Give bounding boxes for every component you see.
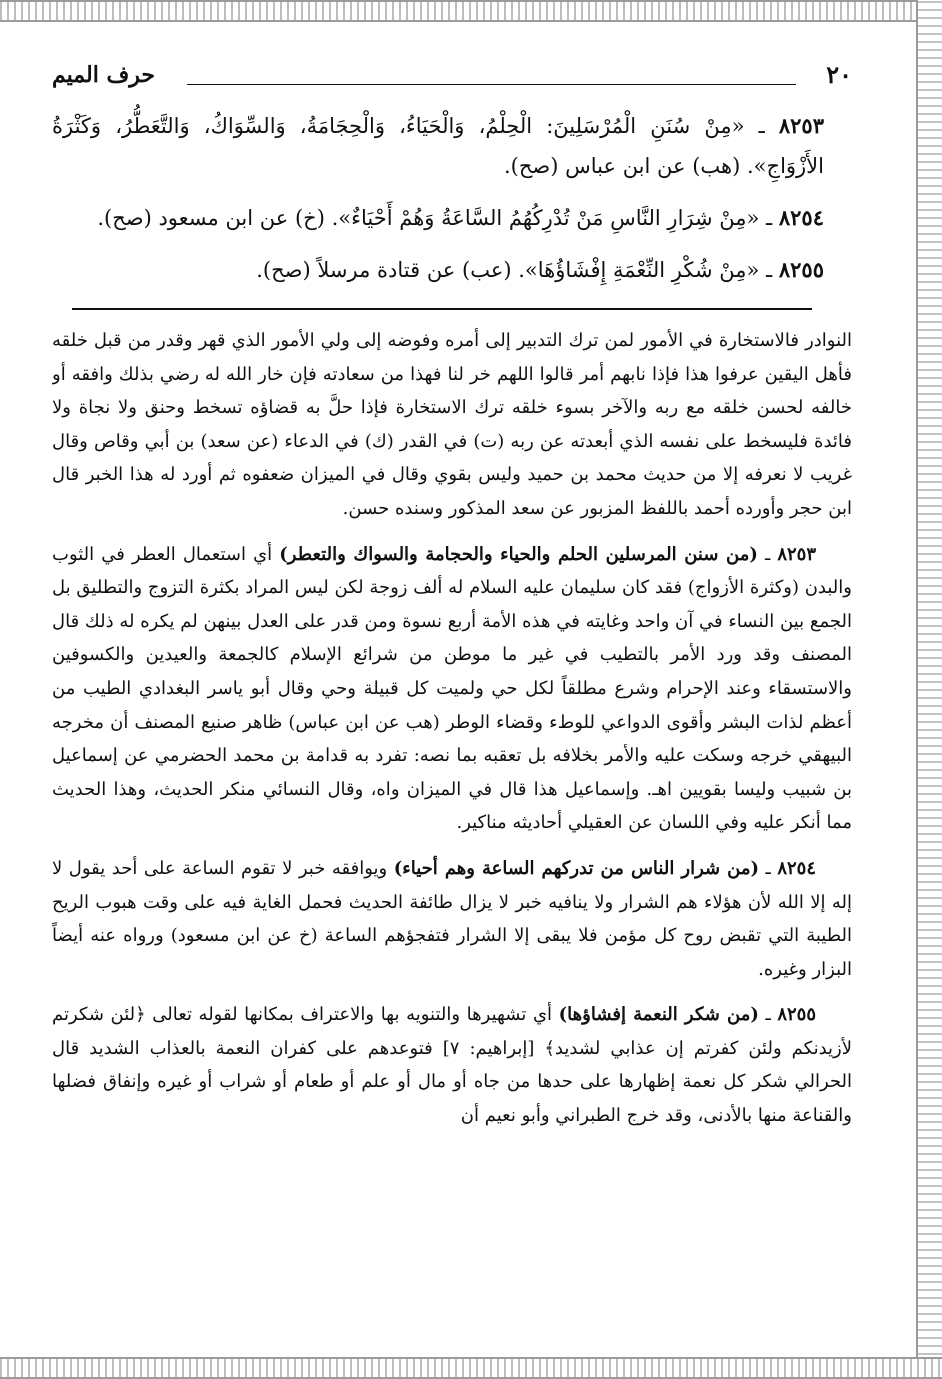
commentary-quoted: (من سنن المرسلين الحلم والحياء والحجامة والسواك والتعطر) — [279, 543, 758, 565]
hadith-number: ٨٢٥٥ — [778, 257, 824, 282]
hadith-text: «مِنْ شِرَارِ النَّاسِ مَنْ تُدْرِكُهُمُ السَّاعَةُ وَهُمْ أَحْيَاءٌ». (خ) عن ابن مسعود (صح). — [97, 206, 760, 230]
commentary-divider — [72, 308, 812, 310]
commentary-section — [52, 324, 852, 1133]
header-rule — [187, 84, 796, 85]
commentary-text: أي تشهيرها والتنويه بها والاعتراف بمكانها لقوله تعالى ﴿لئن شكرتم لأزيدنكم ولئن كفرتم إن عذابي لشديد﴾ [إبراهيم: ٧] فتوعدهم على كفران النعمة بالعذاب الشديد قال الحرالي شكر كل نعمة إظهارها على حدها من جاه أو مال أو علم أو طعام أو شراب أو غيره وإنفاق فضلها والقناعة منها بالأدنى، وقد خرج الطبراني وأبو نعيم أن — [52, 1004, 852, 1127]
book-page — [52, 40, 852, 1350]
hadith-list — [52, 106, 852, 290]
commentary-text: أي استعمال العطر في الثوب والبدن (وكثرة الأزواج) فقد كان سليمان عليه السلام له ألف زوجة لكن ليس المراد بكثرة التزوج والتطليق بل الجمع بين النساء في آن واحد وغايته في هذه الأمة أربع نسوة ومن قدر على العدل بينهن لم يكره له ذلك قال المصنف وقد ورد الأمر بالتطيب في غير ما موطن من شرائع الإسلام كالجمعة والعيدين والكسوفين والاستسقاء وعند الإحرام وشرع مطلقاً لكل حي ولميت كل قبيلة وحي وقال أبو ياسر البغدادي الطيب من أعظم لذات البشر وأقوى الدواعي للوطء وقضاء الوطر (هب عن ابن عباس) ظاهر صنيع المصنف أن مخرجه البيهقي خرجه وسكت عليه والأمر بخلافه بل تعقبه بما نصه: تفرد به قدامة بن محمد الحضرمي عن إسماعيل بن شبيب وليسا بقويين اهـ. وإسماعيل هذا قال في الميزان واه، وقال النسائي منكر الحديث، وهذا الحديث مما أنكر عليه وفي اللسان عن العقيلي أحاديثه مناكير. — [52, 543, 852, 834]
commentary-quoted: (من شرار الناس من تدركهم الساعة وهم أحياء) — [393, 857, 760, 879]
page-border-right — [916, 0, 942, 1379]
commentary-paragraph: ٨٢٥٥ ـ (من شكر النعمة إفشاؤها) أي تشهيرها والتنويه بها والاعتراف بمكانها لقوله تعالى ﴿لئن شكرتم لأزيدنكم ولئن كفرتم إن عذابي لشديد﴾ [إبراهيم: ٧] فتوعدهم على كفران النعمة بالعذاب الشديد قال الحرالي شكر كل نعمة إظهارها على حدها من جاه أو مال أو علم أو طعام أو شراب أو غيره وإنفاق فضلها والقناعة منها بالأدنى، وقد خرج الطبراني وأبو نعيم أن — [52, 1004, 852, 1127]
page-header — [52, 40, 852, 89]
commentary-text: النوادر فالاستخارة في الأمور لمن ترك التدبير إلى أمره وفوضه إلى ولي الأمور الذي قهر وقدر من قبل خلقه فأهل اليقين عرفوا هذا فإذا نابهم أمر قالوا اللهم خر لنا فهذا من سعادته فإن خار الله له رضي بذلك وافقه أو خالفه لحسن خلقه مع ربه والآخر بسوء خلقه ترك الاستخارة فإذا حلَّ به قضاؤه تسخط وحنق ولا نجاة ولا فائدة فليسخط على نفسه الذي أبعدته عن ربه (ت) في القدر (ك) في الدعاء (عن سعد) بن أبي وقاص وقال غريب لا نعرفه إلا من حديث محمد بن حميد وليس بقوي وقال في الميزان ضعفوه ثم أورد له هذا الخبر قال ابن حجر وأورده أحمد باللفظ المزبور عن سعد المذكور وسنده حسن. — [52, 330, 852, 519]
commentary-number: ٨٢٥٣ — [777, 543, 817, 565]
hadith-number: ٨٢٥٤ — [778, 205, 824, 230]
chapter-title: حرف الميم — [52, 62, 156, 88]
commentary-paragraph: ٨٢٥٣ ـ (من سنن المرسلين الحلم والحياء والحجامة والسواك والتعطر) أي استعمال العطر في الثوب والبدن (وكثرة الأزواج) فقد كان سليمان عليه السلام له ألف زوجة لكن ليس المراد بكثرة التزوج والتطليق بل الجمع بين النساء في آن واحد وغايته في هذه الأمة أربع نسوة ومن قدر على العدل بينهن لم يكره له ذلك قال المصنف وقد ورد الأمر بالتطيب في غير ما موطن من شرائع الإسلام كالجمعة والعيدين والكسوفين والاستسقاء وعند الإحرام وشرع مطلقاً لكل حي ولميت كل قبيلة وحي وقال أبو ياسر البغدادي الطيب من أعظم لذات البشر وأقوى الدواعي للوطء وقضاء الوطر (هب عن ابن عباس) ظاهر صنيع المصنف أن مخرجه البيهقي خرجه وسكت عليه والأمر بخلافه بل تعقبه بما نصه: تفرد به قدامة بن محمد الحضرمي عن إسماعيل بن شبيب وليسا بقويين اهـ. وإسماعيل هذا قال في الميزان واه، وقال النسائي منكر الحديث، وهذا الحديث مما أنكر عليه وفي اللسان عن العقيلي أحاديثه مناكير. — [52, 543, 852, 834]
commentary-number: ٨٢٥٥ — [777, 1004, 817, 1026]
hadith-number: ٨٢٥٣ — [778, 113, 824, 138]
commentary-paragraph: ٨٢٥٤ ـ (من شرار الناس من تدركهم الساعة وهم أحياء) ويوافقه خبر لا تقوم الساعة على أحد يقول لا إله إلا الله لأن هؤلاء هم الشرار ولا ينافيه خبر لا يزال طائفة الحديث فحمل الغاية فيه على وقت هبوب الريح الطيبة التي تقبض روح كل مؤمن فلا يبقى إلا الشرار فتفجؤهم الساعة (خ عن ابن مسعود) ورواه عنه أيضاً البزار وغيره. — [52, 857, 852, 980]
commentary-text: ويوافقه خبر لا تقوم الساعة على أحد يقول لا إله إلا الله لأن هؤلاء هم الشرار ولا ينافيه خبر لا يزال طائفة الحديث فحمل الغاية فيه على وقت هبوب الريح الطيبة التي تقبض روح كل مؤمن فلا يبقى إلا الشرار فتفجؤهم الساعة (خ عن ابن مسعود) ورواه عنه أيضاً البزار وغيره. — [52, 857, 852, 980]
commentary-paragraph — [52, 324, 852, 526]
hadith-text: «مِنْ شُكْرِ النِّعْمَةِ إِفْشَاؤُهَا». (عب) عن قتادة مرسلاً (صح). — [256, 258, 760, 282]
page-border-bottom — [0, 1357, 942, 1379]
page-number: ٢٠ — [826, 60, 852, 89]
hadith-8254: ٨٢٥٤ ـ «مِنْ شِرَارِ النَّاسِ مَنْ تُدْرِكُهُمُ السَّاعَةُ وَهُمْ أَحْيَاءٌ». (خ) عن ابن مسعود (صح). — [97, 205, 824, 230]
page-border-top — [0, 0, 942, 22]
hadith-8255: ٨٢٥٥ ـ «مِنْ شُكْرِ النِّعْمَةِ إِفْشَاؤُهَا». (عب) عن قتادة مرسلاً (صح). — [256, 257, 824, 282]
commentary-number: ٨٢٥٤ — [777, 857, 816, 879]
hadith-text: «مِنْ سُنَنِ الْمُرْسَلِينَ: الْحِلْمُ، وَالْحَيَاءُ، وَالْحِجَامَةُ، وَالسِّوَاكُ، وَالتَّعَطُّرُ، وَكَثْرَةُ الأَزْوَاجِ». (هب) عن ابن عباس (صح). — [52, 114, 824, 178]
commentary-quoted: (من شكر النعمة إفشاؤها) — [558, 1004, 759, 1026]
hadith-8253: ٨٢٥٣ ـ «مِنْ سُنَنِ الْمُرْسَلِينَ: الْحِلْمُ، وَالْحَيَاءُ، وَالْحِجَامَةُ، وَالسِّوَاكُ، وَالتَّعَطُّرُ، وَكَثْرَةُ الأَزْوَاجِ». (هب) عن ابن عباس (صح). — [52, 113, 824, 178]
